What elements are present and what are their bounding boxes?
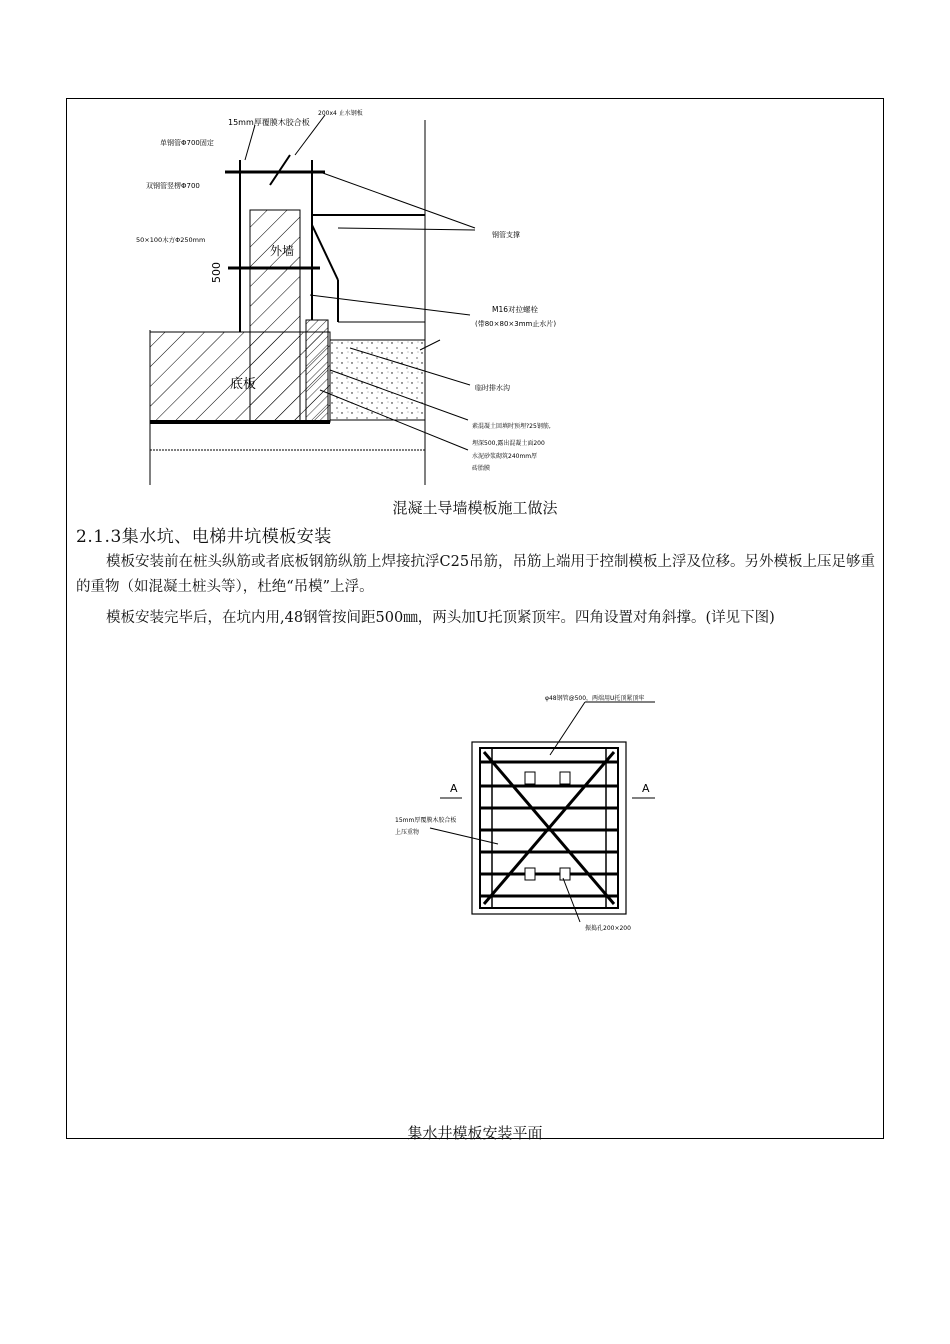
label-plywood-2: 上压重物 xyxy=(395,829,420,836)
label-note-2: 埋深500,露出混凝土面200 xyxy=(472,440,545,447)
guide-wall-formwork-drawing xyxy=(80,100,580,490)
section-heading: 2.1.3集水坑、电梯井坑模板安装 xyxy=(76,527,332,547)
label-timber: 50×100木方Φ250mm xyxy=(136,236,206,244)
label-wall: 外墙 xyxy=(270,244,295,258)
label-double-pipe: 双钢管竖楞Φ700 xyxy=(146,182,200,190)
label-note-4: 砖胎膜 xyxy=(472,465,491,472)
label-slab: 底板 xyxy=(230,377,257,392)
label-hole: 振捣孔200×200 xyxy=(585,925,631,932)
figure2-caption: 集水井模板安装平面 xyxy=(407,1124,543,1142)
paragraph-1: 模板安装前在桩头纵筋或者底板钢筋纵筋上焊接抗浮C25吊筋，吊筋上端用于控制模板上浮及位移。另外模板上压足够重的重物（如混凝土桩头等），杜绝“吊模”上浮。 xyxy=(76,554,876,595)
label-note-3: 水泥砂浆砌筑240mm厚 xyxy=(472,453,538,460)
label-plywood-1: 15mm厚覆膜木胶合板 xyxy=(395,817,457,824)
label-bolt-2: (带80×80×3mm止水片) xyxy=(475,320,557,328)
label-dim-500: 500 xyxy=(210,262,223,283)
label-steel-plate: 200x4 止水钢板 xyxy=(318,110,363,117)
label-pipe: φ48钢管@500，两端用U托顶紧顶牢 xyxy=(545,695,645,702)
sump-pit-formwork-plan xyxy=(380,680,700,940)
label-note-1: 素混凝土回填时预埋?25钢筋, xyxy=(472,423,551,430)
section-mark-right: A xyxy=(642,782,650,795)
figure1-caption: 混凝土导墙模板施工做法 xyxy=(392,499,558,517)
label-bolt-1: M16对拉螺栓 xyxy=(492,305,539,314)
label-drain: 临时排水沟 xyxy=(475,384,510,392)
paragraph-2: 模板安装完毕后，在坑内用,48钢管按间距500㎜，两头加U托顶紧顶牢。四角设置对角斜撑。(详见下图) xyxy=(106,610,775,626)
label-plywood: 15mm厚覆膜木胶合板 xyxy=(228,118,310,127)
label-brace: 钢管支撑 xyxy=(492,231,520,239)
section-mark-left: A xyxy=(450,782,458,795)
label-single-pipe: 单钢管Φ700固定 xyxy=(160,139,214,147)
